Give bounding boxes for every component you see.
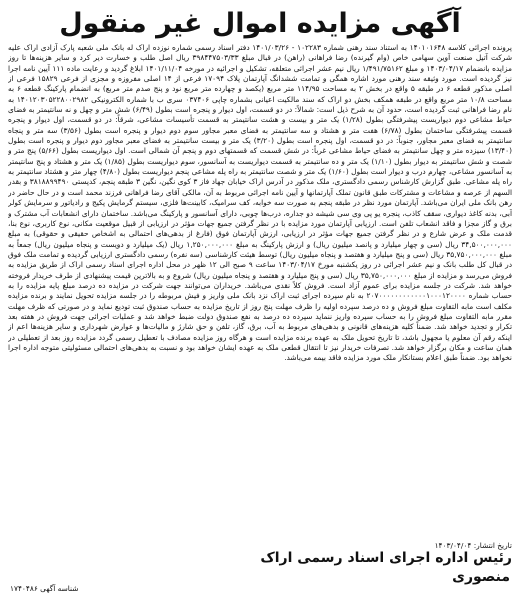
publish-date-label: تاریخ انتشار: [473,541,512,550]
notice-title: آگهی مزایده اموال غیر منقول [59,8,461,39]
notice-code [10,584,78,593]
notice-footer [8,549,512,595]
signature-name: منصوری [452,569,510,585]
notice-code-label: شناسه آگهی [40,584,79,593]
notice-body: پرونده اجرائی کلاسه ۱۴۰۱۰۱۶۴۸ به استناد سند رهنی شماره ۱۰۲۲۸۳ - ۱۴۰۱/۰۳/۲۶ دفتر اسناد رسمی شماره نوزده اراک له بانک ملی شعبه پارک آزادی اراک علیه شرکت آتیل صنعت آوین سهامی خاص (وام گیرنده) رضا فراهانی (راهن) در قبال مبلغ ۳۹۸۴۴۷۵۰۳/۳۳ ریال اصل طلب و خسارت دیر کرد و سایر هزینه‌ها تا روز مزایده بانضمام ۱۴۰۳/۰۴/۱۷ و مبلغ ۱/۴۹۱/۷۵۱۶۲ ریال نیم عشر اجرائی متعلقه، تشکیل و اجرائیه در مورخه ۱۴۰۱/۱۱/۰۴ ابلاغ گردید و رعایت ماده ۱۱۱ آیین نامه اجرا نیز گردیده است. مورد وثیقه سند رهنی مورد اشاره همگی و تمامت ششدانگ آپارتمان پلاک ۱۷۰۹۴ فرعی از ۱۴ اصلی مفروزه و مجزی از فرعی ۱۵۸۲۹ فرعی از اصلی مذکور قطعه ۶ در طبقه ۵ واقع در بخش ۲ به مساحت ۱۱۴/۹۵ متر مربع (یکصد و چهارده متر مربع نود و پنج صدم متر مربع) به انضمام پارکینگ قطعه ۶ به مساحت ۱۰/۸ متر مربع واقع در طبقه همکف بخش دو اراک که سند مالکیت اعیانی بشماره چاپی ۰۳۷۴۰۶ سری ب با شماره الکترونیکی ۱۴۰۱۲۰۳۰۵۲۲۸۰۰۲۹۸۲ به نام رضا فراهانی ثبت گردیده است، حدود آن به شرح ذیل است: شمالاً: در دو قسمت، اول دیوار و پنجره است بطول (۶/۴۹) شش متر و چهل و نه سانتیمتر به فضای حیاط مشاعی دوم دیواریست پیشرفتگی بطول (۱/۲۸) یک متر و بیست و هشت سانتیمتر به قسمت تأسیسات مشاعی، شرقاً: در دو قسمت، اول دیوار و پنجره قسمت پیشرفتگی ساختمان بطول (۶/۷۸) هفت متر و هشتاد و سه سانتیمتر به فضای معبر مجاور سوم دوم دیوار و پنجره است بطول (۳/۵۶) سه متر و پنجاه سانتیمتر به فضای معبر مجاور، جنوباً: در دو قسمت، اول پنجره است بطول (۳/۲۰) یک متر و بیست سانتیمتر به فضای معبر مجاور دوم دیوار و پنجره است بطول (۱۳/۴۰) سیزده متر و چهل سانتیمتر به فضای حیاط مشاعی غرباً: در شش قسمت که قسمتهای دوم و پنجم آن شمالی است. اول دیواریست بطول (۵/۶۶) پنج متر و شصت و شش سانتیمتر به دیوار بطول (۱/۱۰) یک متر و ده سانتیمتر به قسمت دیواریست به آسانسور، سوم دیواریست بطول (۱/۸۵) یک متر و هشتاد و پنج سانتیمتر به آسانسور مشاعی، چهارم درب و دیوار است بطول (۱/۶۰) یک متر و شصت سانتیمتر به راه پله مشاعی پنجم دیواریست بطول (۴/۸۰) چهار متر و هشتاد سانتیمتر به راه پله مشاعی. طبق گزارش کارشناس رسمی دادگستری، ملک مذکور در آدرس اراک خیابان جهاد فاز ۳ کوی نگین، نگین ۳ طبقه پنجم، کدپستی ۳۸۱۸۸۹۹۴۹۰ و بقدر السهم از عرصه و مشاعات و مشترکات طبق قانون تملک آپارتمانها و آیین نامه اجرائی مربوط به آن، مالکی آقای رضا فراهانی فرزند محمد است و در حال حاضر در رهن بانک ملی ایران می‌باشد. آپارتمان مورد نظر در طبقه پنجم به صورت سه خوابه، کف سرامیک، کابینت‌ها فلزی، سیستم گرمایش پکیج و رادیاتور و سرمایش کولر آبی، بدنه کاغذ دیواری، سقف کاذب، پنجره یو پی وی سی شیشه دو جداره، درب‌ها چوبی، دارای آسانسور و پارکینگ می‌باشد. ساختمان دارای انشعابات آب مشترک و برق و گاز مجزا و فاقد انشعاب تلفن است. ارزیابی آپارتمان مورد مزایده با در نظر گرفتن جمیع جهات مؤثر در ارزیابی از قبیل موقعیت مکانی، نوع کاربری، نوع بنا، قدمت ملک و عرض شارع و در نظر گرفتن جمیع جهات مؤثر در ارزیابی، ارزش آپارتمان فوق (فارغ از بدهی‌های احتمالی به اشخاص حقیقی و حقوقی) به مبلغ ۳۴,۵۰۰,۰۰۰,۰۰۰ ریال (سی و چهار میلیارد و پانصد میلیون ریال) و ارزش پارکینگ به مبلغ ۱,۲۵۰,۰۰۰,۰۰۰ ریال (یک میلیارد و دویست و پنجاه میلیون ریال) جمعاً به مبلغ ۳۵,۷۵۰,۰۰۰,۰۰۰ ریال (سی و پنج میلیارد و هفتصد و پنجاه میلیون ریال) توسط هیئت کارشناسی (سه نفره) رسمی دادگستری ارزیابی گردیده و تمامت ملک فوق در قبال کل طلب بانک و نیم عشر اجرائی در روز یکشنبه مورخ ۱۴۰۳/۰۴/۱۷ ساعت ۹ صبح الی ۱۲ ظهر در محل اداره اجرای اسناد رسمی اراک از طریق مزایده به فروش می‌رسد و مزایده از مبلغ ۳۵,۷۵۰,۰۰۰,۰۰۰ ریال (سی و پنج میلیارد و هفتصد و پنجاه میلیون ریال) شروع و به بالاترین قیمت پیشنهادی از طرف خریدار فروخته خواهد شد. شرکت در جلسه مزایده برای عموم آزاد است. فروش کلاً نقدی می‌باشد. خریداران می‌توانند جهت شرکت در مزایده ده درصد مبلغ پایه مزایده را به حساب شماره ۲۰۷۰۰۰۰۰۰۰۰۰۰۰۰۱۰۰۰۱۲۰۰۰۰ به نام سپرده اجرای ثبت اراک نزد بانک ملی واریز و فیش مربوطه را در جلسه مزایده تحویل نمایند و برنده مزایده مکلف است مابه التفاوت مبلغ فروش و ده درصد سپرده اولیه را ظرف مهلت پنج روز از تاریخ مزایده به حساب صندوق ثبت تودیع نماید و در صورتی که ظرف مهلت مقرر مابه التفاوت مبلغ فروش را به حساب سپرده واریز ننماید سپرده ده درصد به نفع صندوق دولت ضبط خواهد شد و عملیات اجرائی جهت فروش در هفته بعد تکرار و تجدید خواهد شد. ضمناً کلیه هزینه‌های قانونی و بدهی‌های مربوط به آب، برق، گاز، تلفن و حق شارژ و مالیات‌ها و عوارض شهرداری و سایر هزینه‌ها اعم از اینکه رقم آن معلوم یا مجهول باشد، تا تاریخ تحویل ملک به عهده برنده مزایده است و هرگاه روز مزایده مصادف با تعطیل رسمی گردد مزایده روز بعد از تعطیلی در همان ساعت و مکان برگزار خواهد شد. تصرفات خریدار نیز تا انتقال قطعی ملک به عهده ایشان خواهد بود و نسبت به بدهی‌های احتمالی مسئولیتی متوجه اداره اجرا نخواهد بود. ضمناً طبق اعلام بستانکار ملک مورد مزایده فاقد بیمه می‌باشد. [8,43,512,363]
notice-code-value: ۱۷۴۰۴۸۶ [10,584,38,593]
signature-title: رئیس اداره اجرای اسناد رسمی اراک [260,550,512,566]
publish-date-value: ۱۴۰۳/۰۴/۰۴ [434,541,472,550]
signature-block [242,549,512,587]
